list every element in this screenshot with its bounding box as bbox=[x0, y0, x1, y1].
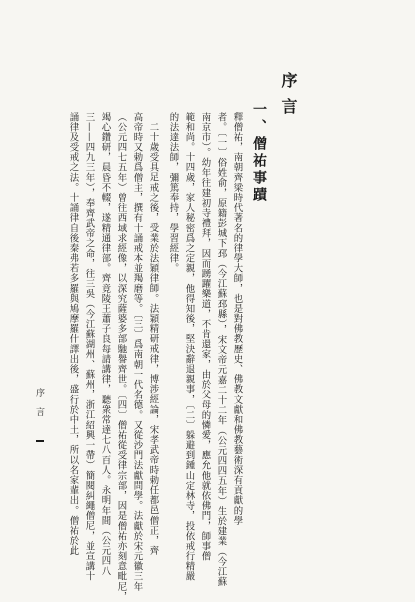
running-footer-title: 序言 bbox=[34, 388, 44, 426]
body-column-2: 者。〔一〕俗姓俞，原籍彭城下邳（今江蘇邳縣），宋文帝元嘉二十二年（公元四四五年）生於建業（今江蘇 bbox=[215, 112, 227, 587]
body-column-9: 竭心鑽研，晨昏不輟，遂精通律部。齊竟陵王蕭子良每請講律，聽衆常達七八百人。永明年間（公元四八 bbox=[99, 112, 111, 577]
body-column-3: 南京市）。幼年往建初寺禮拜，因而踴躍樂道，不肯還家，由於父母的憐愛，應允他就依佛門，師事僧 bbox=[199, 112, 211, 562]
body-column-1: 釋僧祐，南朝齊梁時代著名的律學大師，也是對佛教歷史、佛教文獻和佛教藝術深有貢獻的學 bbox=[231, 112, 243, 526]
body-column-7: 高帝時又勅爲僧主，撰有十誦戒本並羯磨等。〔三〕爲南朝一代名德。又從沙門法獻問學。法獻於宋元徽三年 bbox=[131, 112, 143, 592]
body-column-10: 三——四九三年），奉齊武帝之命，往三吳（今江蘇湖州、蘇州，浙江紹興一帶）簡閱糾繩僧尼，並宣講十 bbox=[83, 112, 95, 582]
page-title: 序言 bbox=[279, 72, 298, 124]
body-column-11: 誦律及受戒之法。十誦律自後秦弗若多羅與鳩摩羅什譯出後，盛行於中土，所以名家輩出。僧祐於此 bbox=[67, 112, 79, 556]
body-column-6: 二十歲受具足戒之後，受業於法穎律師。法穎精研戒律，博涉經論，宋孝武帝時勅任都邑僧正，齊 bbox=[147, 122, 159, 556]
page-number-mark bbox=[36, 440, 44, 442]
section-heading: 一、僧祐事蹟 bbox=[251, 102, 267, 204]
body-column-4: 範和尚。十四歲，家人秘密爲之定親，他得知後，堅決辭退親事，〔二〕躲避到鍾山定林寺，投依戒行精嚴 bbox=[183, 112, 195, 582]
body-column-8: （公元四七五年）曾往西域求經像，以深究薩婆多部馳譽齊世。〔四〕僧祐從受律宗部，因是僧祐亦刻意毗尼， bbox=[115, 112, 127, 602]
body-column-5: 的法達法師，彌篤奉持，學習經律。 bbox=[167, 112, 179, 274]
